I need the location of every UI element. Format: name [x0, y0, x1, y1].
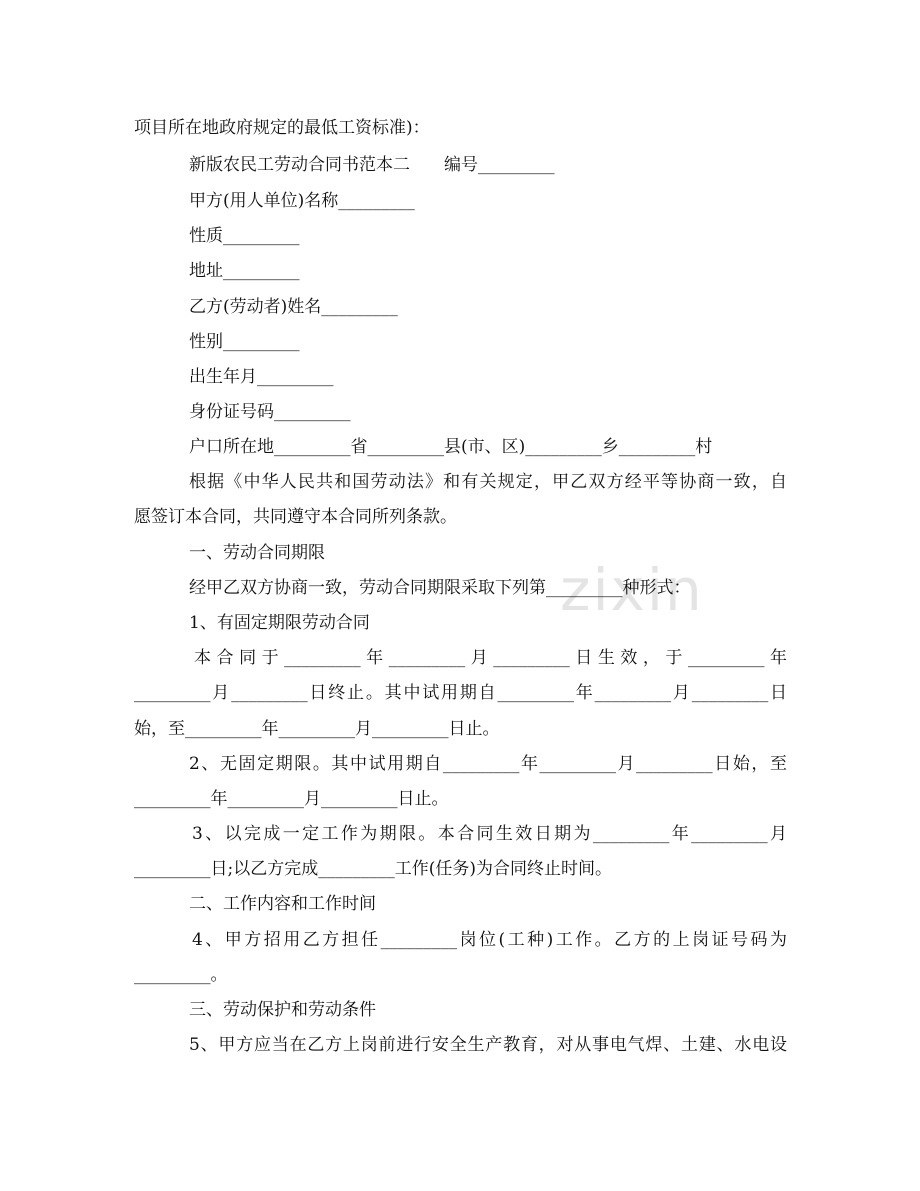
section-heading-3: 三、劳动保护和劳动条件 [189, 1000, 376, 1020]
watermark: zixin [560, 556, 704, 624]
party-a-name-line: 甲方(用人单位)名称_________ [189, 191, 415, 211]
clause-4-line-2: _________。 [134, 965, 228, 985]
party-b-gender-line: 性别_________ [189, 332, 300, 352]
contract-title-line: 新版农民工劳动合同书范本二 编号_________ [189, 155, 555, 175]
clause-1-heading: 1、有固定期限劳动合同 [189, 613, 370, 633]
intro-paragraph-line-2: 愿签订本合同，共同遵守本合同所列条款。 [134, 507, 457, 527]
clause-2-line-2: _________年_________月_________日止。 [134, 789, 449, 809]
party-b-id-line: 身份证号码_________ [189, 402, 351, 422]
section-heading-2: 二、工作内容和工作时间 [189, 894, 376, 914]
clause-3-line-2: _________日;以乙方完成_________工作(任务)为合同终止时间。 [134, 859, 612, 879]
party-a-nature-line: 性质_________ [189, 226, 300, 246]
party-b-birth-line: 出生年月_________ [189, 367, 334, 387]
paragraph-line-1: 项目所在地政府规定的最低工资标准)： [134, 118, 430, 138]
clause-5-line-1: 5、甲方应当在乙方上岗前进行安全生产教育，对从事电气焊、土建、水电设 [189, 1035, 787, 1055]
clause-1-line-2: _________月_________日终止。其中试用期自_________年_________月_________日 [134, 683, 787, 703]
clause-1-line-3: 始，至_________年_________月_________日止。 [134, 719, 500, 739]
clause-4-line-1: 4、甲方招用乙方担任_________岗位(工种)工作。乙方的上岗证号码为 [192, 930, 787, 950]
party-b-household-line: 户口所在地_________省_________县(市、区)_________乡_________村 [189, 437, 713, 457]
clause-1-line-1: 本合同于_________年_________月_________日生效，于_________年 [194, 648, 787, 668]
section-heading-1: 一、劳动合同期限 [189, 543, 325, 563]
term-choice-line: 经甲乙双方协商一致，劳动合同期限采取下列第_________种形式： [189, 578, 691, 598]
party-b-name-line: 乙方(劳动者)姓名_________ [189, 297, 398, 317]
party-a-address-line: 地址_________ [189, 261, 300, 281]
clause-3-line-1: 3、以完成一定工作为期限。本合同生效日期为_________年_________月 [192, 824, 787, 844]
clause-2-line-1: 2、无固定期限。其中试用期自_________年_________月_________日始，至 [189, 754, 787, 774]
intro-paragraph-line-1: 根据《中华人民共和国劳动法》和有关规定，甲乙双方经平等协商一致，自 [189, 472, 787, 492]
